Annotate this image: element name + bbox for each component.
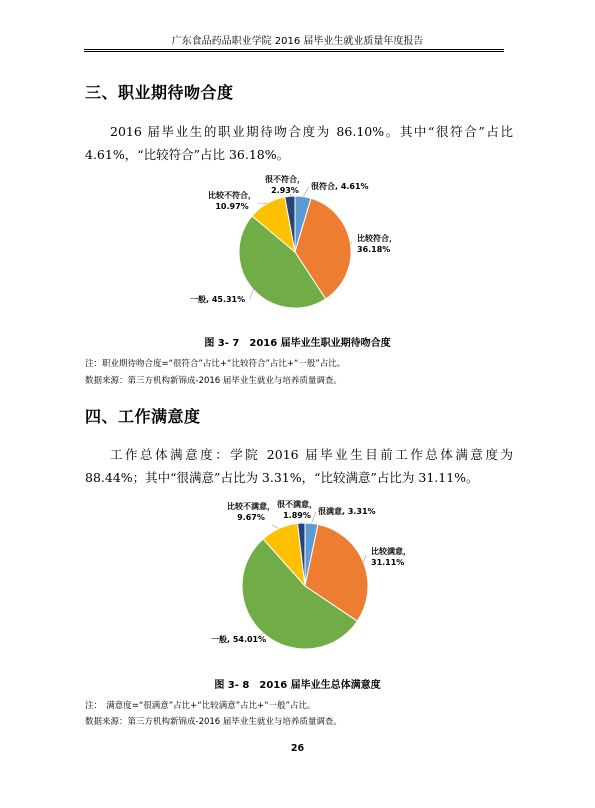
header-rule [84,49,504,50]
header-rule-thin [84,51,504,52]
paragraph-career-match: 2016 届毕业生的职业期待吻合度为 86.10%。其中“很符合”占比 4.61%，“比较符合”占比 36.18%。 [85,124,513,162]
leader-line [272,525,279,529]
data-label: 比较符合， 36.18% [357,234,397,254]
data-label: 很不满意， 1.89% [277,500,317,520]
data-label: 一般, 45.31% [190,295,246,304]
page-header: 广东食品药品职业学院 2016 届毕业生就业质量年度报告 [171,36,424,47]
data-label: 比较不符合， 10.97% [208,191,256,211]
figure-note-3-7: 注：职业期待吻合度=“很符合”占比+“比较符合”占比+“一般”占比。 [85,359,346,369]
data-label: 一般, 54.01% [211,635,267,644]
figure-source-3-8: 数据来源：第三方机构新锦成-2016 届毕业生就业与培养质量调查。 [85,717,342,727]
paragraph-job-satisfaction: 工作总体满意度：学院 2016 届毕业生目前工作总体满意度为 88.44%；其中“很满意”占比为 3.31%，“比较满意”占比为 31.11%。 [85,447,513,485]
figure-source-3-7: 数据来源：第三方机构新锦成-2016 届毕业生就业与培养质量调查。 [85,376,342,386]
figure-caption-3-7: 图 3- 7 2016 届毕业生职业期待吻合度 [204,338,391,349]
page-number: 26 [290,743,305,754]
leader-line [363,555,366,562]
pie-chart-career-match [0,165,595,325]
leader-line [312,512,317,523]
leader-line [250,289,253,299]
leader-line [258,203,267,204]
pie-chart-job-satisfaction [0,495,595,655]
data-label: 很符合, 4.61% [311,182,369,191]
data-label: 很满意, 3.31% [318,507,376,516]
leader-line [303,187,309,197]
data-label: 很不符合， 2.93% [265,175,305,195]
section-heading-career-match: 三、职业期待吻合度 [85,83,234,102]
data-label: 比较不满意， 9.67% [227,502,275,522]
section-heading-job-satisfaction: 四、工作满意度 [85,407,201,426]
figure-caption-3-8: 图 3- 8 2016 届毕业生总体满意度 [214,680,381,691]
figure-note-3-8: 注： 满意度=“很满意”占比+“比较满意”占比+“一般”占比。 [85,701,316,711]
data-label: 比较满意， 31.11% [371,547,411,567]
